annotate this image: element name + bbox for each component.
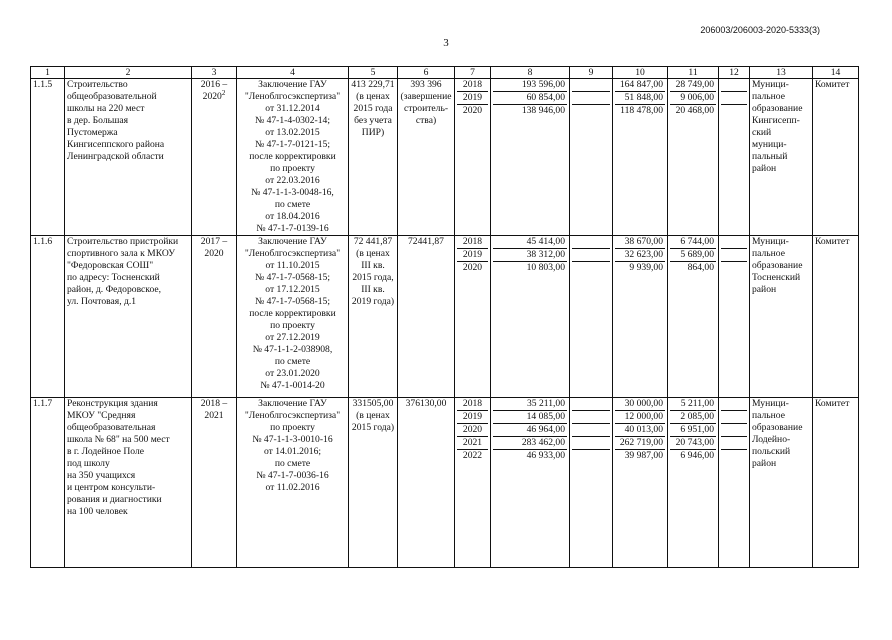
expert-conclusion-line: № 47-1-7-0036-16 xyxy=(256,470,329,481)
object-name-line: и центром консульти- xyxy=(67,482,156,493)
customer-line: пальный xyxy=(752,151,788,162)
column-number: 6 xyxy=(398,67,455,79)
other-amount xyxy=(721,249,747,262)
period-line xyxy=(194,410,234,422)
cost-completion-line: строитель- xyxy=(403,103,449,114)
total-amount-column xyxy=(491,236,570,398)
column-number: 13 xyxy=(750,67,813,79)
year: 2018 xyxy=(457,79,488,92)
customer-line: район xyxy=(752,284,777,295)
municipal-amount: 2 085,00 xyxy=(670,411,716,424)
total-amount: 60 854,00 xyxy=(493,92,567,105)
item-number: 1.1.5 xyxy=(31,79,65,236)
total-amount: 283 462,00 xyxy=(493,437,567,450)
column-number: 11 xyxy=(668,67,719,79)
estimated-cost-line: 72 441,87 xyxy=(353,236,393,247)
expert-conclusion-line: "Леноблгосэкспертиза" xyxy=(244,248,341,259)
column-number: 5 xyxy=(349,67,398,79)
expert-conclusion-line: по проекту xyxy=(270,422,315,433)
expert-conclusion-line: № 47-1-7-0568-15; xyxy=(255,272,330,283)
cost-completion-line: 376130,00 xyxy=(405,398,447,409)
customer-line: пальное xyxy=(752,410,785,421)
expert-conclusion xyxy=(237,236,349,398)
expert-conclusion-line: от 23.01.2020 xyxy=(265,368,320,379)
regional-amount: 118 478,00 xyxy=(620,105,663,116)
document-id: 206003/206003-2020-5333(3) xyxy=(700,25,820,35)
regional-amount: 30 000,00 xyxy=(615,398,665,411)
other-amount xyxy=(721,105,747,118)
cost-completion xyxy=(398,398,455,568)
column-number: 7 xyxy=(455,67,491,79)
object-name-line: рования и диагностики xyxy=(67,494,162,505)
total-amount: 14 085,00 xyxy=(493,411,567,424)
expert-conclusion-line: по смете xyxy=(274,458,311,469)
object-name-line: по адресу: Тосненский xyxy=(67,272,160,283)
period xyxy=(192,398,237,568)
expert-conclusion-line: № 47-1-1-3-0010-16 xyxy=(252,434,333,445)
expert-conclusion-line: по смете xyxy=(274,199,311,210)
item-number: 1.1.6 xyxy=(31,236,65,398)
expert-conclusion-line: Заключение ГАУ xyxy=(258,79,327,90)
municipal-amount: 6 951,00 xyxy=(670,424,716,437)
object-name-line: спортивного зала к МКОУ xyxy=(67,248,176,259)
object-name-line: Кингисеппского района xyxy=(67,139,165,150)
expert-conclusion-line: № 47-1-1-2-038908, xyxy=(252,344,333,355)
expert-conclusion-line: по проекту xyxy=(270,163,315,174)
year: 2018 xyxy=(457,236,488,249)
municipal-amount: 5 689,00 xyxy=(670,249,716,262)
period-text: 2020 xyxy=(204,248,224,259)
cost-completion-line: ства) xyxy=(415,115,437,126)
item-number: 1.1.7 xyxy=(31,398,65,568)
federal-amount xyxy=(572,450,610,463)
expert-conclusion-line: № 47-1-0014-20 xyxy=(260,380,325,391)
year: 2020 xyxy=(462,262,483,273)
expert-conclusion-line: "Леноблгосэкспертиза" xyxy=(244,91,341,102)
expert-conclusion-line: после корректировки xyxy=(249,308,336,319)
period-line xyxy=(194,88,234,103)
cost-completion-line: (завершение xyxy=(400,91,452,102)
customer-line: пальное xyxy=(752,248,785,259)
estimated-cost-line: (в ценах xyxy=(356,91,390,102)
municipal-amount-column xyxy=(668,398,719,568)
estimated-cost-line: ПИР) xyxy=(361,127,385,138)
regional-amount: 32 623,00 xyxy=(615,249,665,262)
estimated-cost-line: 331505,00 xyxy=(352,398,394,409)
estimated-cost-line: 2015 года) xyxy=(351,422,395,433)
expert-conclusion-line: № 47-1-7-0139-16 xyxy=(256,223,329,234)
object-name-line: на 100 человек xyxy=(67,506,128,517)
expert-conclusion-line: от 11.10.2015 xyxy=(265,260,320,271)
other-amount xyxy=(721,79,747,92)
period-line xyxy=(194,236,234,248)
other-amount xyxy=(721,437,747,450)
year: 2020 xyxy=(457,424,488,437)
customer-line: район xyxy=(752,458,777,469)
expert-conclusion-line: от 14.01.2016; xyxy=(263,446,322,457)
regional-amount: 38 670,00 xyxy=(615,236,665,249)
expert-conclusion-line: № 47-1-1-3-0048-16, xyxy=(251,187,334,198)
customer-line: Тосненский xyxy=(752,272,801,283)
expert-conclusion xyxy=(237,398,349,568)
federal-amount xyxy=(572,424,610,437)
table-row xyxy=(31,398,859,568)
total-amount: 138 946,00 xyxy=(521,105,565,116)
municipal-amount: 6 744,00 xyxy=(670,236,716,249)
total-amount: 193 596,00 xyxy=(493,79,567,92)
year-column xyxy=(455,398,491,568)
total-amount: 45 414,00 xyxy=(493,236,567,249)
program-table xyxy=(30,66,859,568)
object-name-line: Ленинградской области xyxy=(67,151,164,162)
column-number: 10 xyxy=(613,67,668,79)
expert-conclusion-line: от 22.03.2016 xyxy=(265,175,320,186)
object-name-line: на 350 учащихся xyxy=(67,470,136,481)
customer-line: муници- xyxy=(752,139,787,150)
federal-amount xyxy=(572,437,610,450)
period-text: 2016 – xyxy=(200,79,228,90)
object-name xyxy=(65,79,192,236)
expert-conclusion-line: от 13.02.2015 xyxy=(265,127,320,138)
object-name-line: Пустомержа xyxy=(67,127,118,138)
object-name-line: Строительство xyxy=(67,79,128,90)
period-text: 2020 xyxy=(202,91,222,102)
customer-line: Муници- xyxy=(752,398,789,409)
period xyxy=(192,236,237,398)
customer-line: образование xyxy=(752,422,803,433)
customer xyxy=(750,398,813,568)
period-line xyxy=(194,248,234,260)
executor: Комитет xyxy=(813,79,859,236)
column-number: 2 xyxy=(65,67,192,79)
customer-line: Лодейно- xyxy=(752,434,791,445)
total-amount-column xyxy=(491,79,570,236)
regional-amount: 51 848,00 xyxy=(615,92,665,105)
column-number: 9 xyxy=(570,67,613,79)
executor: Комитет xyxy=(813,398,859,568)
estimated-cost-line: (в ценах xyxy=(356,410,390,421)
expert-conclusion-line: после корректировки xyxy=(249,151,336,162)
cost-completion xyxy=(398,236,455,398)
other-amount xyxy=(721,450,747,463)
customer-line: образование xyxy=(752,260,803,271)
page-number: 3 xyxy=(443,37,449,49)
regional-amount: 164 847,00 xyxy=(615,79,665,92)
cost-completion-line: 393 396 xyxy=(410,79,442,90)
expert-conclusion-line: от 27.12.2019 xyxy=(265,332,320,343)
municipal-amount: 5 211,00 xyxy=(670,398,716,411)
expert-conclusion-line: от 11.02.2016 xyxy=(265,482,320,493)
object-name-line: общеобразовательная xyxy=(67,422,156,433)
municipal-amount: 20 743,00 xyxy=(670,437,716,450)
year: 2018 xyxy=(457,398,488,411)
expert-conclusion-line: по смете xyxy=(274,356,311,367)
column-number: 3 xyxy=(192,67,237,79)
customer-line: район xyxy=(752,163,777,174)
estimated-cost-line: 2019 года) xyxy=(351,296,395,307)
object-name xyxy=(65,398,192,568)
year: 2021 xyxy=(457,437,488,450)
municipal-amount: 20 468,00 xyxy=(675,105,714,116)
year: 2020 xyxy=(462,105,483,116)
table-row xyxy=(31,79,859,236)
object-name-line: ул. Почтовая, д.1 xyxy=(67,296,137,307)
customer xyxy=(750,236,813,398)
customer-line: Муници- xyxy=(752,236,789,247)
federal-amount xyxy=(572,411,610,424)
regional-amount: 12 000,00 xyxy=(615,411,665,424)
object-name-line: школы на 220 мест xyxy=(67,103,145,114)
period-text: 2017 – xyxy=(200,236,228,247)
total-amount: 46 933,00 xyxy=(526,450,565,461)
municipal-amount-column xyxy=(668,79,719,236)
expert-conclusion-line: № 47-1-7-0121-15; xyxy=(255,139,330,150)
period-text: 2021 xyxy=(204,410,224,421)
total-amount: 38 312,00 xyxy=(493,249,567,262)
federal-amount xyxy=(572,398,610,411)
column-number: 8 xyxy=(491,67,570,79)
other-amount xyxy=(721,236,747,249)
column-number: 12 xyxy=(719,67,750,79)
federal-amount-column xyxy=(570,236,613,398)
estimated-cost-line: без учета xyxy=(354,115,392,126)
expert-conclusion-line: от 18.04.2016 xyxy=(265,211,320,222)
column-number: 4 xyxy=(237,67,349,79)
object-name-line: "Федоровская СОШ" xyxy=(67,260,154,271)
period-text: 2018 – xyxy=(200,398,228,409)
object-name-line: район, д. Федоровское, xyxy=(67,284,162,295)
period-line xyxy=(194,398,234,410)
regional-amount: 40 013,00 xyxy=(615,424,665,437)
municipal-amount: 28 749,00 xyxy=(670,79,716,92)
estimated-cost-line: 2015 года, xyxy=(352,272,394,283)
customer-line: ский xyxy=(752,127,772,138)
estimated-cost-line: 2015 года xyxy=(353,103,393,114)
expert-conclusion-line: Заключение ГАУ xyxy=(258,236,327,247)
total-amount: 35 211,00 xyxy=(493,398,567,411)
column-number-row xyxy=(31,67,859,79)
year: 2022 xyxy=(462,450,483,461)
other-amount xyxy=(721,424,747,437)
customer-line: пальное xyxy=(752,91,785,102)
expert-conclusion-line: № 47-1-4-0302-14; xyxy=(255,115,330,126)
year: 2019 xyxy=(457,411,488,424)
total-amount: 46 964,00 xyxy=(493,424,567,437)
object-name-line: МКОУ "Средняя xyxy=(67,410,136,421)
cost-completion-line: 72441,87 xyxy=(408,236,444,247)
regional-amount-column xyxy=(613,398,668,568)
period-line xyxy=(194,79,234,91)
other-amount xyxy=(721,398,747,411)
estimated-cost xyxy=(349,236,398,398)
object-name-line: Реконструкция здания xyxy=(67,398,158,409)
federal-amount-column xyxy=(570,79,613,236)
expert-conclusion-line: по проекту xyxy=(270,320,315,331)
column-number: 1 xyxy=(31,67,65,79)
other-amount xyxy=(721,411,747,424)
federal-amount xyxy=(572,262,610,275)
table-row xyxy=(31,236,859,398)
regional-amount-column xyxy=(613,236,668,398)
federal-amount xyxy=(572,105,610,118)
total-amount: 10 803,00 xyxy=(526,262,565,273)
other-amount-column xyxy=(719,79,750,236)
cost-completion xyxy=(398,79,455,236)
municipal-amount: 9 006,00 xyxy=(670,92,716,105)
year: 2019 xyxy=(457,92,488,105)
column-number: 14 xyxy=(813,67,859,79)
estimated-cost xyxy=(349,79,398,236)
expert-conclusion xyxy=(237,79,349,236)
municipal-amount: 6 946,00 xyxy=(680,450,714,461)
year-column xyxy=(455,79,491,236)
regional-amount: 9 939,00 xyxy=(629,262,663,273)
expert-conclusion-line: от 31.12.2014 xyxy=(265,103,320,114)
estimated-cost-line: III кв. xyxy=(361,284,385,295)
object-name-line: под школу xyxy=(67,458,110,469)
object-name-line: в дер. Большая xyxy=(67,115,129,126)
municipal-amount-column xyxy=(668,236,719,398)
federal-amount xyxy=(572,236,610,249)
customer xyxy=(750,79,813,236)
other-amount xyxy=(721,92,747,105)
regional-amount-column xyxy=(613,79,668,236)
object-name-line: школа № 68" на 500 мест xyxy=(67,434,170,445)
municipal-amount: 864,00 xyxy=(687,262,714,273)
estimated-cost-line: (в ценах xyxy=(356,248,390,259)
expert-conclusion-line: Заключение ГАУ xyxy=(258,398,327,409)
customer-line: Муници- xyxy=(752,79,789,90)
total-amount-column xyxy=(491,398,570,568)
expert-conclusion-line: "Леноблгосэкспертиза" xyxy=(244,410,341,421)
regional-amount: 262 719,00 xyxy=(615,437,665,450)
object-name-line: Строительство пристройки xyxy=(67,236,179,247)
federal-amount-column xyxy=(570,398,613,568)
object-name xyxy=(65,236,192,398)
expert-conclusion-line: № 47-1-7-0568-15; xyxy=(255,296,330,307)
customer-line: польский xyxy=(752,446,791,457)
regional-amount: 39 987,00 xyxy=(624,450,663,461)
estimated-cost xyxy=(349,398,398,568)
estimated-cost-line: III кв. xyxy=(361,260,385,271)
executor: Комитет xyxy=(813,236,859,398)
other-amount-column xyxy=(719,236,750,398)
customer-line: образование xyxy=(752,103,803,114)
period xyxy=(192,79,237,236)
other-amount-column xyxy=(719,398,750,568)
federal-amount xyxy=(572,92,610,105)
footnote-mark: 2 xyxy=(221,88,226,97)
year-column xyxy=(455,236,491,398)
other-amount xyxy=(721,262,747,275)
customer-line: Кингисепп- xyxy=(752,115,800,126)
year: 2019 xyxy=(457,249,488,262)
object-name-line: в г. Лодейное Поле xyxy=(67,446,144,457)
object-name-line: общеобразовательной xyxy=(67,91,157,102)
federal-amount xyxy=(572,249,610,262)
federal-amount xyxy=(572,79,610,92)
estimated-cost-line: 413 229,71 xyxy=(351,79,395,90)
expert-conclusion-line: от 17.12.2015 xyxy=(265,284,320,295)
